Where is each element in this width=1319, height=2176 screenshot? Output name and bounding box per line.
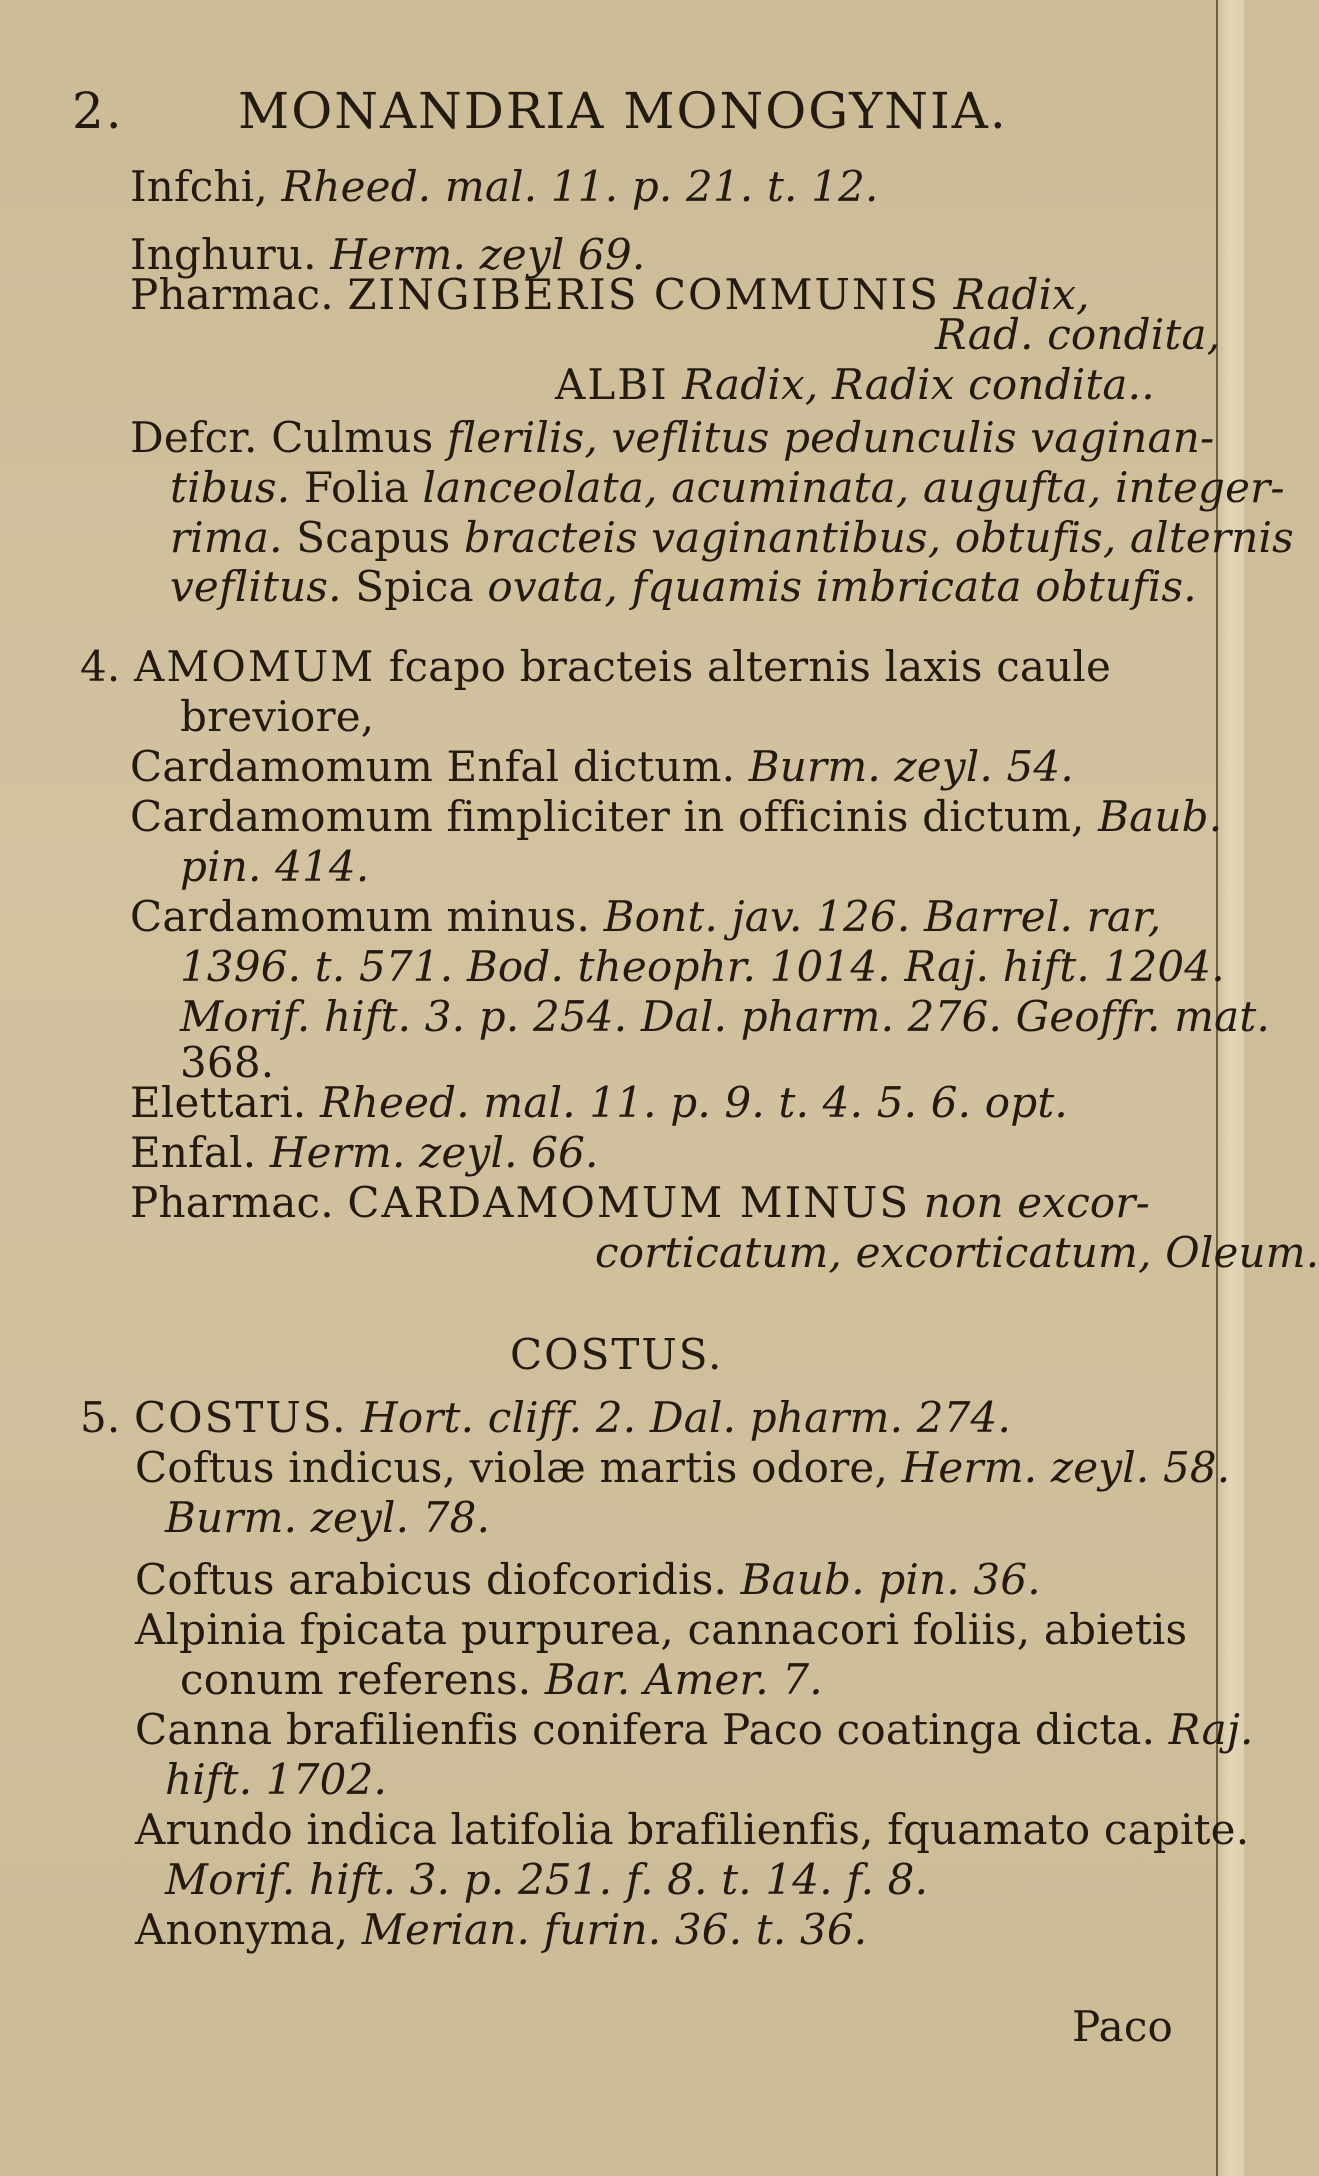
citation: Herm. zeyl. 66. — [269, 1128, 599, 1177]
citation: Bar. Amer. 7. — [544, 1655, 823, 1704]
citation: veflitus. — [170, 562, 342, 611]
text-line — [170, 513, 1294, 563]
text-span: breviore, — [180, 692, 375, 741]
text-span: Coftus indicus, violæ martis odore, — [135, 1443, 889, 1492]
text-line — [135, 1905, 867, 1955]
text-line — [180, 992, 1270, 1042]
text-line — [595, 1228, 1319, 1278]
citation: lanceolata, acuminata, augufta, integer- — [422, 463, 1285, 512]
citation: Radix, Radix condita.. — [682, 360, 1155, 409]
text-span: Pharmac. — [130, 270, 334, 319]
citation: Dal. pharm. 274. — [649, 1393, 1012, 1442]
citation: flerilis, veflitus pedunculis vaginan- — [447, 413, 1215, 462]
citation: Rad. condita, — [935, 310, 1221, 359]
text-span: CARDAMOMUM MINUS — [347, 1178, 911, 1227]
citation: 1396. t. 571. — [180, 942, 454, 991]
citation: Hort. cliff. 2. — [361, 1393, 637, 1442]
text-line — [180, 1655, 823, 1705]
citation: bracteis vaginantibus, obtufis, alternis — [463, 513, 1294, 562]
text-span: conum referens. — [180, 1655, 532, 1704]
text-span: Folia — [303, 463, 409, 512]
text-line — [135, 1805, 1249, 1855]
citation: pin. 414. — [180, 842, 370, 891]
text-line — [80, 642, 1111, 692]
text-line — [135, 1555, 1041, 1605]
citation: rima. — [170, 513, 283, 562]
text-span: Infchi, — [130, 162, 268, 211]
citation: Baub. pin. 36. — [740, 1555, 1041, 1604]
citation: Burm. zeyl. 78. — [165, 1493, 491, 1542]
citation: hift. 1702. — [165, 1755, 388, 1804]
text-line — [935, 310, 1220, 360]
text-line — [130, 1128, 599, 1178]
citation: Radix, — [953, 270, 1090, 319]
text-line — [130, 1078, 1068, 1128]
text-line — [130, 742, 1074, 792]
page-number: 2. — [72, 82, 124, 140]
text-line — [135, 1705, 1254, 1755]
text-span: Cardamomum minus. — [130, 892, 591, 941]
text-span: Pharmac. — [130, 1178, 334, 1227]
citation: Baub. — [1098, 792, 1223, 841]
text-span: Defcr. — [130, 413, 258, 462]
citation: Bod. theophr. 1014. — [466, 942, 891, 991]
citation: Barrel. rar, — [923, 892, 1162, 941]
citation: tibus. — [170, 463, 291, 512]
text-span: Alpinia fpicata purpurea, cannacori foliis, abietis — [135, 1605, 1188, 1654]
text-span: 368. — [180, 1038, 275, 1087]
text-span: Spica — [355, 562, 474, 611]
text-span: COSTUS. — [510, 1330, 724, 1379]
text-span: Enfal. — [130, 1128, 257, 1177]
text-span: ALBI — [555, 360, 669, 409]
text-line — [130, 162, 879, 212]
text-line — [130, 413, 1214, 463]
text-line — [180, 692, 374, 742]
text-span: Arundo indica latifolia brafilienfis, fquamato capite. — [135, 1805, 1250, 1854]
text-span: AMOMUM — [134, 642, 376, 691]
text-span: COSTUS. — [134, 1393, 348, 1442]
citation: Rheed. mal. 11. p. 21. t. 12. — [281, 162, 879, 211]
text-span: Canna brafilienfis conifera Paco coatinga dicta. — [135, 1705, 1156, 1754]
text-line — [165, 1493, 490, 1543]
text-span: 4. — [80, 642, 121, 691]
text-line — [80, 1393, 1011, 1443]
text-span: Cardamomum Enfal dictum. — [130, 742, 736, 791]
text-span: Anonyma, — [135, 1905, 349, 1954]
citation: Herm. zeyl 69. — [330, 230, 646, 279]
text-span: Cardamomum fimpliciter in officinis dictum, — [130, 792, 1085, 841]
text-span: Inghuru. — [130, 230, 317, 279]
text-span: Culmus — [271, 413, 434, 462]
citation: Morif. hift. 3. p. 251. f. 8. t. 14. f. 8. — [165, 1855, 929, 1904]
citation: Morif. hift. 3. p. 254. — [180, 992, 628, 1041]
text-span: 5. — [80, 1393, 121, 1442]
citation: Merian. furin. 36. t. 36. — [361, 1905, 868, 1954]
citation: ovata, fquamis imbricata obtufis. — [487, 562, 1197, 611]
citation: Geoffr. mat. — [1015, 992, 1271, 1041]
text-line — [165, 1855, 928, 1905]
citation: non excor- — [923, 1178, 1151, 1227]
text-line — [130, 1178, 1150, 1228]
text-line — [130, 892, 1161, 942]
citation: Oleum. — [1165, 1228, 1319, 1277]
text-span: Scapus — [296, 513, 451, 562]
citation: Burm. zeyl. 54. — [748, 742, 1074, 791]
citation: Raj. hift. 1204. — [904, 942, 1225, 991]
citation: Herm. zeyl. 58. — [901, 1443, 1231, 1492]
text-span: Coftus arabicus diofcoridis. — [135, 1555, 728, 1604]
running-title: MONANDRIA MONOGYNIA. — [238, 82, 1008, 140]
text-line — [135, 1605, 1187, 1655]
text-line — [135, 1443, 1230, 1493]
text-line — [170, 562, 1197, 612]
citation: Bont. jav. 126. — [603, 892, 911, 941]
text-span: ZINGIBERIS COMMUNIS — [347, 270, 940, 319]
text-line — [130, 792, 1222, 842]
text-line — [180, 842, 369, 892]
text-line — [170, 463, 1285, 513]
text-line — [555, 360, 1155, 410]
citation: Raj. — [1168, 1705, 1254, 1754]
citation: Rheed. mal. 11. p. 9. t. 4. 5. 6. opt. — [319, 1078, 1068, 1127]
text-line — [165, 1755, 387, 1805]
catchword: Paco — [1072, 2002, 1174, 2051]
citation: Dal. pharm. 276. — [640, 992, 1003, 1041]
text-span: fcapo bracteis alternis laxis caule — [388, 642, 1112, 691]
text-span: Elettari. — [130, 1078, 307, 1127]
text-line — [180, 942, 1225, 992]
text-line — [510, 1330, 723, 1380]
citation: corticatum, excorticatum, — [595, 1228, 1152, 1277]
